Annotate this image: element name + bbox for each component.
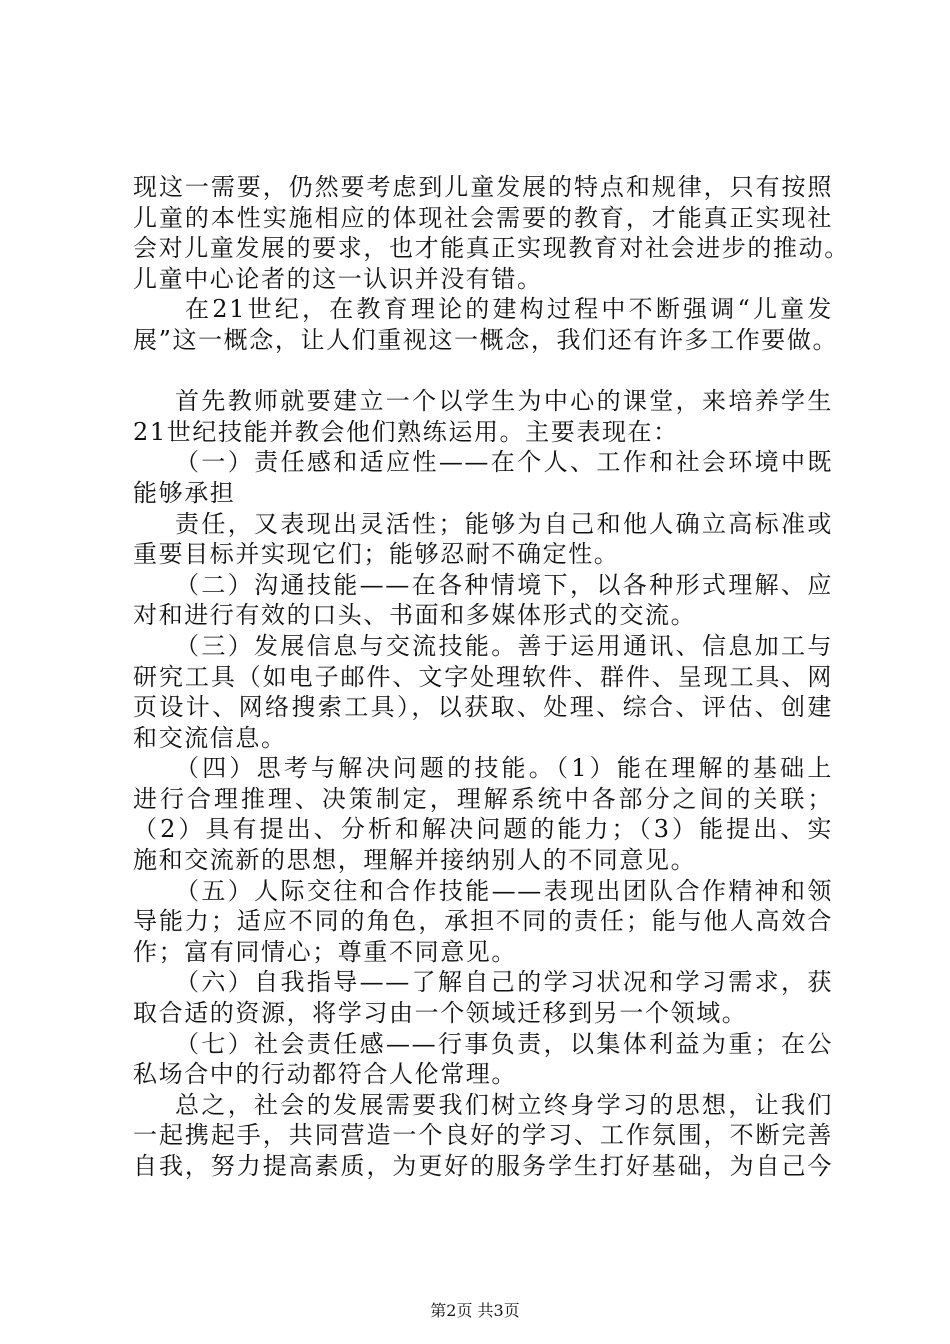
text-line: 儿童的本性实施相应的体现社会需要的教育，才能真正实现社 (133, 203, 833, 232)
text-line: （五）人际交往和合作技能——表现出团队合作精神和领 (175, 876, 833, 905)
text-line: （二）沟通技能——在各种情境下，以各种形式理解、应 (175, 570, 833, 599)
text-line: 在21世纪，在教育理论的建构过程中不断强调“儿童发 (185, 295, 833, 324)
text-line: 进行合理推理、决策制定，理解系统中各部分之间的关联； (133, 784, 833, 813)
document-body (133, 172, 850, 1182)
text-line: 自我，努力提高素质，为更好的服务学生打好基础，为自己今 (133, 1152, 833, 1180)
text-line: （三）发展信息与交流技能。善于运用通讯、信息加工与 (175, 631, 833, 660)
text-line: 会对儿童发展的要求，也才能真正实现教育对社会进步的推动。 (133, 234, 850, 263)
text-line: （七）社会责任感——行事负责，以集体利益为重；在公 (175, 1029, 833, 1058)
text-line: 一起携起手，共同营造一个良好的学习、工作氛围，不断完善 (133, 1121, 833, 1150)
text-line: 总之，社会的发展需要我们树立终身学习的思想，让我们 (175, 1090, 833, 1119)
text-line: 取合适的资源，将学习由一个领域迁移到另一个领域。 (133, 999, 748, 1028)
text-line: 施和交流新的思想，理解并接纳别人的不同意见。 (133, 846, 697, 875)
text-line: 和交流信息。 (133, 723, 287, 752)
text-line: 儿童中心论者的这一认识并没有错。 (133, 264, 543, 293)
text-line: 展”这一概念，让人们重视这一概念，我们还有许多工作要做。 (133, 325, 839, 354)
text-line: 21世纪技能并教会他们熟练运用。主要表现在： (133, 417, 679, 446)
text-line: （四）思考与解决问题的技能。（1）能在理解的基础上 (175, 754, 833, 783)
blank-line (133, 356, 833, 387)
text-line: 责任，又表现出灵活性；能够为自己和他人确立高标准或 (175, 509, 833, 538)
text-line: 私场合中的行动都符合人伦常理。 (133, 1060, 517, 1089)
text-line: 对和进行有效的口头、书面和多媒体形式的交流。 (133, 601, 697, 630)
text-line: 作；富有同情心；尊重不同意见。 (133, 937, 517, 966)
page-number-footer: 第2页 共3页 (430, 1301, 520, 1320)
text-line: （六）自我指导——了解自己的学习状况和学习需求，获 (175, 968, 833, 997)
text-line: （2）具有提出、分析和解决问题的能力；（3）能提出、实 (133, 815, 833, 844)
text-line: 现这一需要，仍然要考虑到儿童发展的特点和规律，只有按照 (133, 173, 833, 201)
text-line: 首先教师就要建立一个以学生为中心的课堂，来培养学生 (175, 387, 833, 416)
text-line: 研究工具（如电子邮件、文字处理软件、群件、呈现工具、网 (133, 662, 833, 691)
text-line: 能够承担 (133, 478, 236, 507)
text-line: （一）责任感和适应性——在个人、工作和社会环境中既 (175, 448, 833, 477)
text-line: 导能力；适应不同的角色，承担不同的责任；能与他人高效合 (133, 907, 833, 936)
text-line: 页设计、网络搜索工具），以获取、处理、综合、评估、创建 (133, 693, 833, 722)
text-line: 重要目标并实现它们；能够忍耐不确定性。 (133, 540, 620, 569)
